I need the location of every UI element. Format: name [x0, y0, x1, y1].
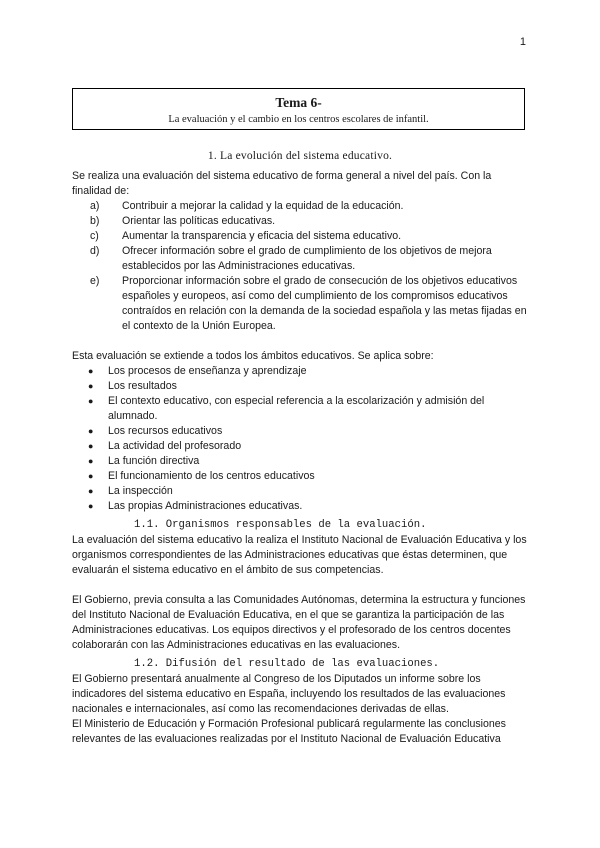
list-item: d) Ofrecer información sobre el grado de cumplimiento de los objetivos de mejora establecidos por las Administraciones educativas.: [90, 245, 492, 272]
list-item: b) Orientar las políticas educativas.: [90, 215, 276, 227]
paragraph: El Gobierno, previa consulta a las Comunidades Autónomas, determina la estructura y funciones del Instituto Nacional de Evaluación Educativa, en el que se garantiza la participación de las Administraciones educativas. Los equipos directivos y el profesorado de los centros docentes colaborarán con las Administraciones educativas en las evaluaciones.: [72, 594, 526, 651]
list-item: ● El contexto educativo, con especial referencia a la escolarización y admisión del alumnado.: [88, 395, 485, 422]
bullet-icon: ●: [88, 396, 94, 406]
list-item: c) Aumentar la transparencia y eficacia del sistema educativo.: [90, 230, 402, 242]
list-item: ● Las propias Administraciones educativas.: [88, 500, 303, 512]
subsection-heading: 1.2. Difusión del resultado de las evaluaciones.: [134, 658, 440, 670]
section-heading: 1. La evolución del sistema educativo.: [207, 150, 393, 162]
page-subtitle: La evaluación y el cambio en los centros escolares de infantil.: [168, 114, 429, 125]
bullet-icon: ●: [88, 366, 94, 376]
purposes-list: [72, 199, 532, 334]
paragraph: El Ministerio de Educación y Formación Profesional publicará regularmente las conclusiones relevantes de las evaluaciones realizadas por el Instituto Nacional de Evaluación Educativa: [72, 718, 506, 745]
list-item: e) Proporcionar información sobre el grado de consecución de los objetivos educativos españoles y europeos, así como del cumplimiento de los compromisos educativos contraídos en relación con la demanda de la sociedad española y las metas fijadas en el contexto de la Unión Europea.: [90, 275, 527, 332]
scope-list: [72, 364, 532, 514]
intro-paragraph: Se realiza una evaluación del sistema educativo de forma general a nivel del país. Con la finalidad de:: [72, 170, 492, 197]
paragraph: El Gobierno presentará anualmente al Congreso de los Diputados un informe sobre los indicadores del sistema educativo en España, incluyendo los resultados de las evaluaciones nacionales e internacionales, así como las recomendaciones derivadas de ellas.: [72, 673, 506, 715]
list-item: ● La actividad del profesorado: [88, 440, 242, 452]
bullet-icon: ●: [88, 471, 94, 481]
list-item: ● El funcionamiento de los centros educativos: [88, 470, 315, 482]
bullet-icon: ●: [88, 441, 94, 451]
list-item: ● Los procesos de enseñanza y aprendizaje: [88, 365, 307, 377]
bullet-icon: ●: [88, 456, 94, 466]
page-number: 1: [519, 36, 526, 48]
title-box: [72, 88, 525, 130]
list-item: a) Contribuir a mejorar la calidad y la equidad de la educación.: [90, 200, 404, 212]
bullet-icon: ●: [88, 426, 94, 436]
bullet-icon: ●: [88, 381, 94, 391]
scope-intro: Esta evaluación se extiende a todos los ámbitos educativos. Se aplica sobre:: [72, 350, 434, 362]
list-item: ● La función directiva: [88, 455, 200, 467]
page-title: Tema 6-: [275, 95, 322, 110]
list-item: ● Los recursos educativos: [88, 425, 223, 437]
bullet-icon: ●: [88, 501, 94, 511]
subsection-heading: 1.1. Organismos responsables de la evaluación.: [134, 519, 427, 531]
bullet-icon: ●: [88, 486, 94, 496]
list-item: ● Los resultados: [88, 380, 177, 392]
list-item: ● La inspección: [88, 485, 173, 497]
document-body: [72, 169, 532, 747]
paragraph: La evaluación del sistema educativo la realiza el Instituto Nacional de Evaluación Educativa y los organismos correspondientes de las Administraciones educativas que éstas determinen, que evaluarán el sistema educativo en el ámbito de sus competencias.: [72, 534, 527, 576]
